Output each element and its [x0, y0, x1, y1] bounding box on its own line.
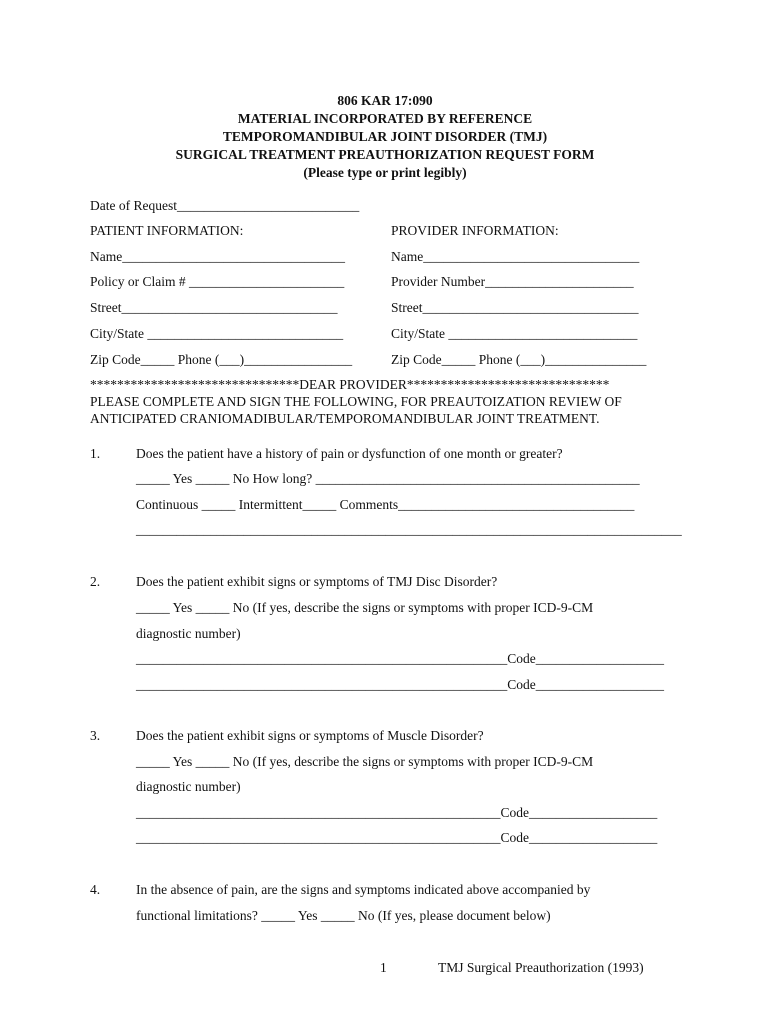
question-3-code-1[interactable]: ______________________________________________________Code___________________ [136, 805, 658, 820]
provider-number-field[interactable]: Provider Number______________________ [391, 274, 634, 289]
question-1-comments-line[interactable]: _________________________________________________________________________________ [136, 522, 682, 537]
question-3-text: Does the patient exhibit signs or symptoms of Muscle Disorder? [136, 728, 484, 743]
dear-provider-banner: *******************************DEAR PROVIDER****************************** [90, 377, 610, 392]
question-1-yes-no-duration[interactable]: _____ Yes _____ No How long? ________________________________________________ [136, 471, 640, 486]
question-4-number: 4. [90, 882, 101, 897]
question-2-number: 2. [90, 574, 101, 589]
form-header [90, 92, 680, 182]
question-2-code-1[interactable]: _______________________________________________________Code___________________ [136, 651, 664, 666]
question-3-code-2[interactable]: ______________________________________________________Code___________________ [136, 830, 658, 845]
provider-street-field[interactable]: Street________________________________ [391, 300, 639, 315]
patient-name-field[interactable]: Name_________________________________ [90, 249, 345, 264]
question-1-number: 1. [90, 446, 101, 461]
question-1-continuity-comments[interactable]: Continuous _____ Intermittent_____ Comments___________________________________ [136, 497, 635, 512]
question-3-number: 3. [90, 728, 101, 743]
provider-city-state-field[interactable]: City/State ____________________________ [391, 326, 638, 341]
question-4-text: In the absence of pain, are the signs and symptoms indicated above accompanied by [136, 882, 591, 897]
form-instructions: (Please type or print legibly) [303, 165, 467, 180]
notice-line-2: ANTICIPATED CRANIOMADIBULAR/TEMPOROMANDIBULAR JOINT TREATMENT. [90, 411, 600, 426]
regulation-number: 806 KAR 17:090 [337, 93, 433, 108]
question-2-text: Does the patient exhibit signs or symptoms of TMJ Disc Disorder? [136, 574, 498, 589]
question-4-functional-limitations[interactable]: functional limitations? _____ Yes _____ No (If yes, please document below) [136, 908, 551, 923]
disorder-title: TEMPOROMANDIBULAR JOINT DISORDER (TMJ) [222, 129, 548, 144]
provider-zip-phone-field[interactable]: Zip Code_____ Phone (___)_______________ [391, 352, 647, 367]
policy-claim-field[interactable]: Policy or Claim # _______________________ [90, 274, 345, 289]
question-3-diagnostic-label: diagnostic number) [136, 779, 241, 794]
date-of-request-field[interactable]: Date of Request___________________________ [90, 198, 360, 213]
form-title: SURGICAL TREATMENT PREAUTHORIZATION REQUEST FORM [175, 147, 595, 162]
question-2-yes-no[interactable]: _____ Yes _____ No (If yes, describe the signs or symptoms with proper ICD-9-CM [136, 600, 594, 615]
question-3-yes-no[interactable]: _____ Yes _____ No (If yes, describe the signs or symptoms with proper ICD-9-CM [136, 754, 594, 769]
question-1-text: Does the patient have a history of pain or dysfunction of one month or greater? [136, 446, 563, 461]
patient-street-field[interactable]: Street________________________________ [90, 300, 338, 315]
page-number: 1 [380, 960, 387, 975]
patient-city-state-field[interactable]: City/State _____________________________ [90, 326, 344, 341]
provider-info-heading: PROVIDER INFORMATION: [391, 223, 559, 238]
footer-title: TMJ Surgical Preauthorization (1993) [438, 960, 644, 975]
provider-name-field[interactable]: Name________________________________ [391, 249, 640, 264]
patient-info-heading: PATIENT INFORMATION: [90, 223, 244, 238]
notice-line-1: PLEASE COMPLETE AND SIGN THE FOLLOWING, FOR PREAUTOIZATION REVIEW OF [90, 394, 622, 409]
question-2-code-2[interactable]: _______________________________________________________Code___________________ [136, 677, 664, 692]
question-2-diagnostic-label: diagnostic number) [136, 626, 241, 641]
material-reference-title: MATERIAL INCORPORATED BY REFERENCE [237, 111, 533, 126]
patient-zip-phone-field[interactable]: Zip Code_____ Phone (___)________________ [90, 352, 353, 367]
